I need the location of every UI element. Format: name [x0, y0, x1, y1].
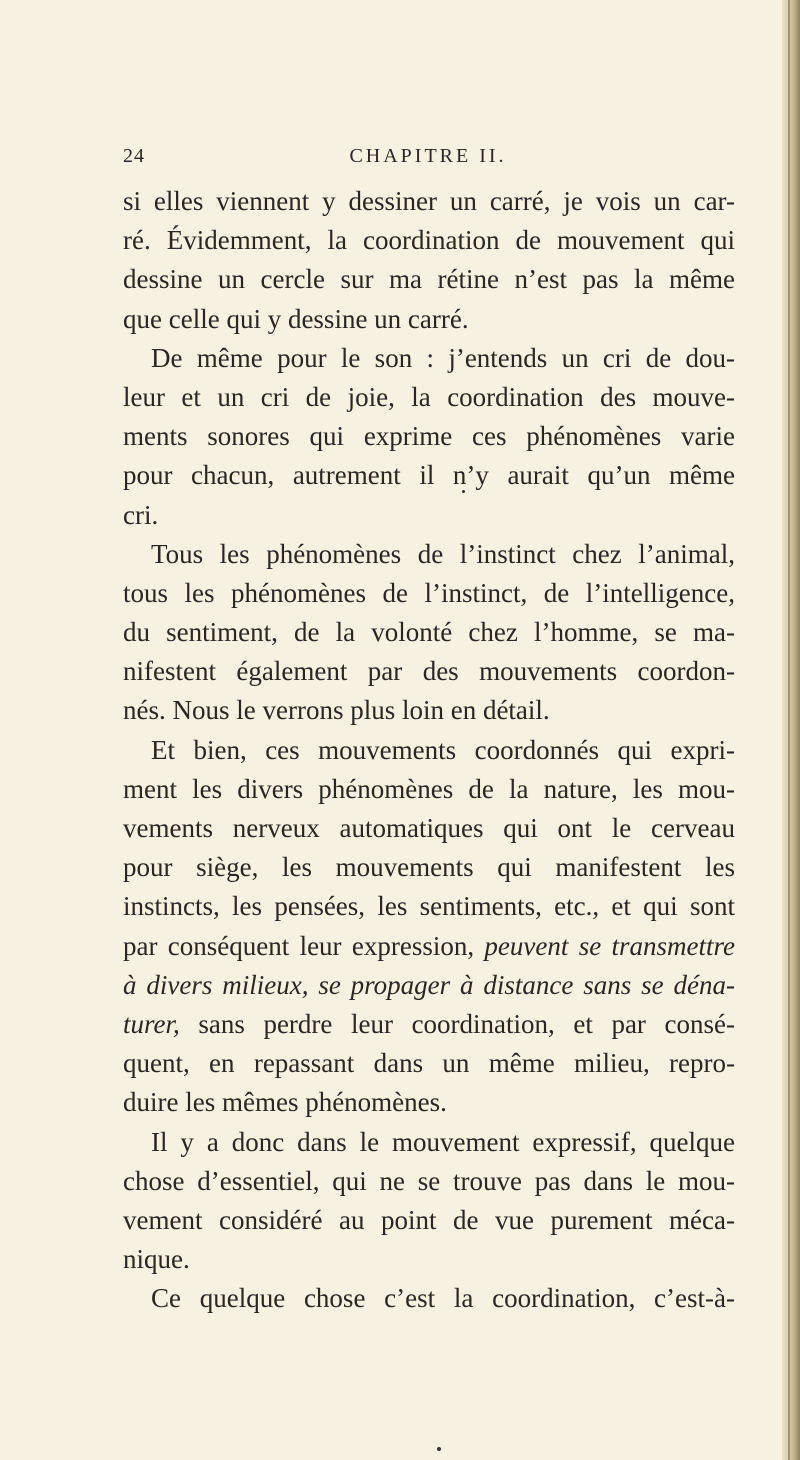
text-line-20 [123, 927, 735, 966]
text-line-4: que celle qui y dessine un carré. [123, 303, 469, 334]
text-line-12: du sentiment, de la volonté chez l’homme, se ma- [123, 617, 735, 648]
text-line-16: ment les divers phénomènes de la nature, les mou- [123, 773, 735, 804]
text-line-22-italic: turer, [123, 1008, 180, 1039]
text-line-13: nifestent également par des mouvements coordon- [123, 656, 735, 687]
page-number: 24 [123, 145, 145, 167]
text-line-8: pour chacun, autrement il n’y aurait qu’un même [123, 460, 735, 491]
text-line-10: Tous les phénomènes de l’instinct chez l’animal, [151, 538, 735, 569]
text-line-22 [123, 1005, 735, 1044]
text-line-2: ré. Évidemment, la coordination de mouvement qui [123, 225, 735, 256]
page-edge-shadow [782, 0, 800, 1460]
text-line-3: dessine un cercle sur ma rétine n’est pas la même [123, 264, 735, 295]
running-head: CHAPITRE II. [349, 145, 507, 167]
text-line-27: vement considéré au point de vue purement méca- [123, 1204, 735, 1235]
text-line-19: instincts, les pensées, les sentiments, etc., et qui sont [123, 891, 735, 922]
text-line-15: Et bien, ces mouvements coordonnés qui expri- [151, 734, 735, 765]
text-line-11: tous les phénomènes de l’instinct, de l’intelligence, [123, 577, 735, 608]
text-line-5: De même pour le son : j’entends un cri de dou- [151, 342, 735, 373]
paper-speck [462, 490, 465, 493]
text-line-26: chose d’essentiel, qui ne se trouve pas dans le mou- [123, 1165, 735, 1196]
text-line-17: vements nerveux automatiques qui ont le cerveau [123, 813, 735, 843]
text-line-28: nique. [123, 1244, 190, 1275]
text-line-25: Il y a donc dans le mouvement expressif, quelque [151, 1126, 735, 1157]
paper-speck [437, 1447, 441, 1451]
text-line-20-roman: par conséquent leur expression, [123, 930, 485, 961]
text-line-29: Ce quelque chose c’est la coordination, c’est-à- [151, 1283, 735, 1314]
text-line-21: à divers milieux, se propager à distance sans se déna- [123, 969, 735, 1000]
body-text [123, 182, 735, 1318]
text-line-9: cri. [123, 499, 159, 530]
text-line-6: leur et un cri de joie, la coordination des mouve- [123, 381, 735, 412]
text-line-23: quent, en repassant dans un même milieu, repro- [123, 1048, 735, 1079]
text-line-20-italic: peuvent se transmettre [484, 930, 735, 961]
page-header [123, 145, 733, 179]
text-line-18: pour siège, les mouvements qui manifestent les [123, 852, 735, 883]
page-edge-line [788, 0, 790, 1460]
text-line-1: si elles viennent y dessiner un carré, je vois un car- [123, 186, 735, 216]
text-line-7: ments sonores qui exprime ces phénomènes varie [123, 421, 735, 452]
text-line-14: nés. Nous le verrons plus loin en détail. [123, 695, 550, 726]
text-line-24: duire les mêmes phénomènes. [123, 1087, 447, 1118]
text-line-22-roman: sans perdre leur coordination, et par consé- [179, 1008, 735, 1039]
